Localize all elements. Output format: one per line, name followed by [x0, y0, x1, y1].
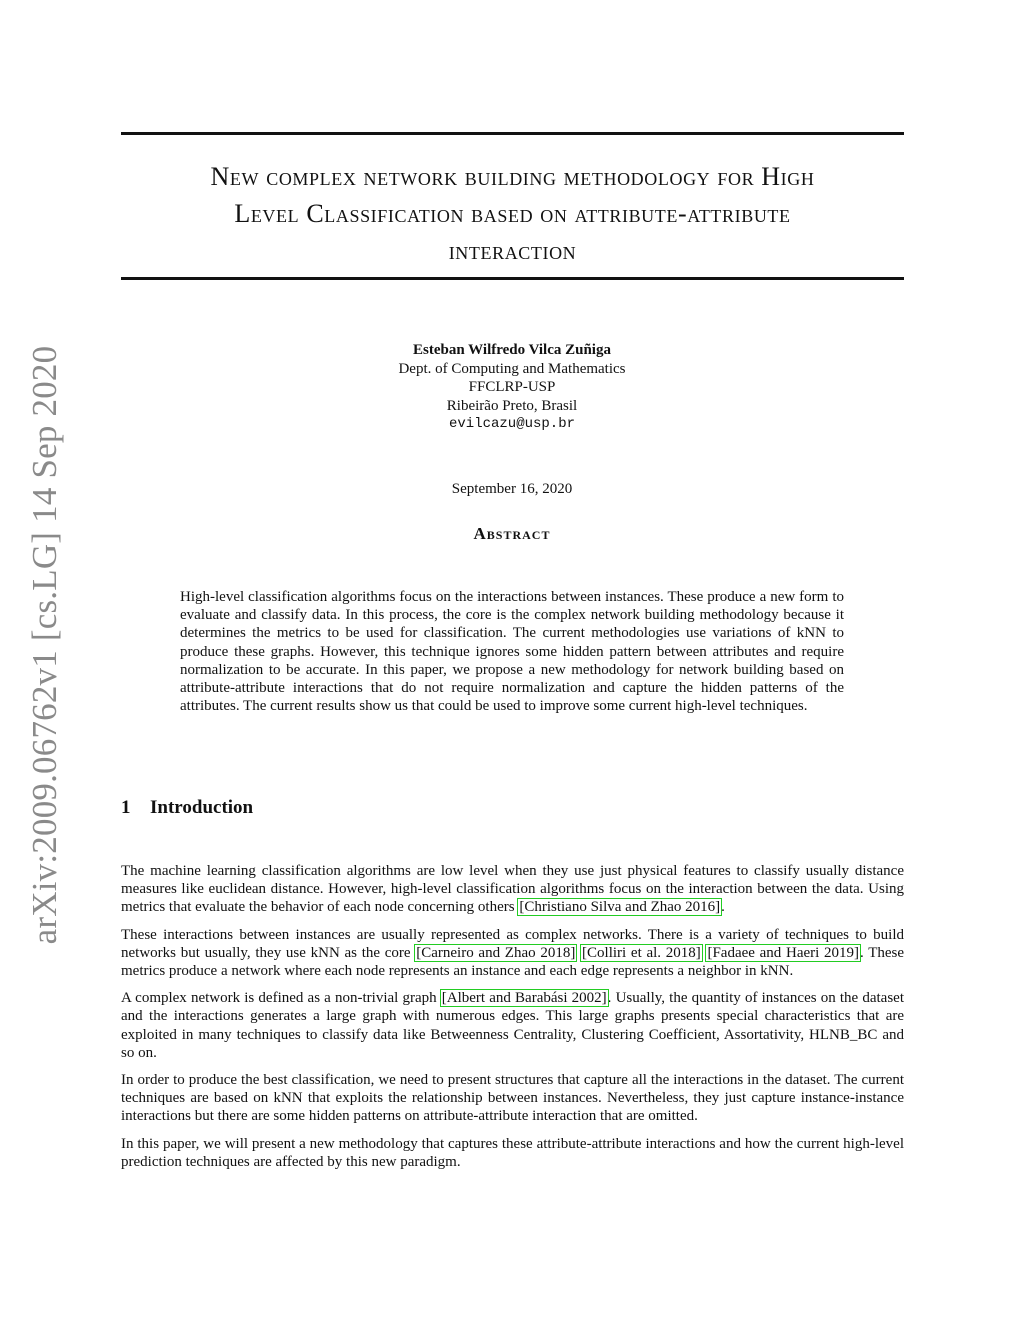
- title-top-rule: [121, 132, 904, 135]
- paragraph-1-end: .: [721, 899, 725, 916]
- author-block: [262, 341, 762, 434]
- abstract-heading: Abstract: [473, 524, 551, 543]
- section-heading-introduction: [121, 797, 253, 819]
- author-name: Esteban Wilfredo Vilca Zuñiga: [413, 342, 611, 358]
- section-title: Introduction: [150, 797, 254, 818]
- abstract-text: High-level classification algorithms focus on the interactions between instances. These produce a new form to evaluate and classify data. In this process, the core is the complex network building methodology because it determines the metrics to be used for classification. The current methodologies use variations of kNN to produce these graphs. However, this technique ignores some hidden pattern between attributes and require normalization to be accurate. In this paper, we propose a new methodology for network building based on attribute-attribute interactions that do not require normalization and capture the hidden patterns of the attributes. The current results show us that could be used to improve some current high-level techniques.: [180, 589, 844, 715]
- arxiv-stamp: arXiv:2009.06762v1 [cs.LG] 14 Sep 2020: [25, 345, 64, 945]
- title-line-1: New complex network building methodology for High: [210, 162, 815, 191]
- paragraph-2-text: These interactions between instances are usually represented as complex networks. There is a variety of techniques to build networks but usually, they use kNN as the core: [121, 926, 904, 961]
- section-number: 1: [121, 797, 131, 818]
- author-email[interactable]: evilcazu@usp.br: [448, 416, 576, 432]
- paragraph-1-text: The machine learning classification algorithms are low level when they use just physical features to classify usually distance measures like euclidean distance. However, high-level classification algorithms focus on the interaction between the data. Using metrics that evaluate the behavior of each node concerning others: [121, 863, 904, 916]
- paragraph-1: [121, 862, 904, 917]
- paper-title: [121, 158, 904, 269]
- paragraph-3-end: . Usually, the quantity of instances on the dataset and the interactions generates a large graph with numerous edges. This large graphs presents special characteristics that are exploited in many techniques to classify data like Betweenness Centrality, Clustering Coefficient, Assortativity, HLNB_BC and so on.: [121, 990, 904, 1061]
- paragraph-2: [121, 926, 904, 981]
- paragraph-3: [121, 989, 904, 1062]
- introduction-body: [121, 862, 904, 1180]
- paragraph-4: In order to produce the best classification, we need to present structures that capture all the interactions in the dataset. The current techniques are based on kNN that exploits the relationship between instances. Nevertheless, they just capture instance-instance interactions but there are some hidden patterns on attribute-attribute interaction that are omitted.: [121, 1072, 904, 1125]
- citation-link[interactable]: [Colliri et al. 2018]: [582, 944, 701, 961]
- paper-date: September 16, 2020: [451, 481, 573, 497]
- title-line-2: Level Classification based on attribute-attribute: [234, 199, 791, 228]
- citation-link[interactable]: [Albert and Barabási 2002]: [441, 990, 607, 1007]
- author-location: Ribeirão Preto, Brasil: [446, 397, 578, 414]
- title-line-3: interaction: [448, 236, 577, 265]
- author-dept: Dept. of Computing and Mathematics: [398, 360, 626, 377]
- title-bottom-rule: [121, 277, 904, 280]
- paragraph-3-text: A complex network is defined as a non-trivial graph: [121, 990, 441, 1007]
- citation-link[interactable]: [Fadaee and Haeri 2019]: [707, 944, 860, 961]
- citation-link[interactable]: [Christiano Silva and Zhao 2016]: [519, 899, 721, 916]
- paragraph-2-end: . These metrics produce a network where each node represents an instance and each edge represents a neighbor in kNN.: [121, 944, 905, 980]
- paragraph-5: In this paper, we will present a new methodology that captures these attribute-attribute interactions and how the current high-level prediction techniques are affected by this new paradigm.: [121, 1135, 904, 1170]
- citation-link[interactable]: [Carneiro and Zhao 2018]: [416, 944, 576, 961]
- author-institution: FFCLRP-USP: [468, 379, 556, 395]
